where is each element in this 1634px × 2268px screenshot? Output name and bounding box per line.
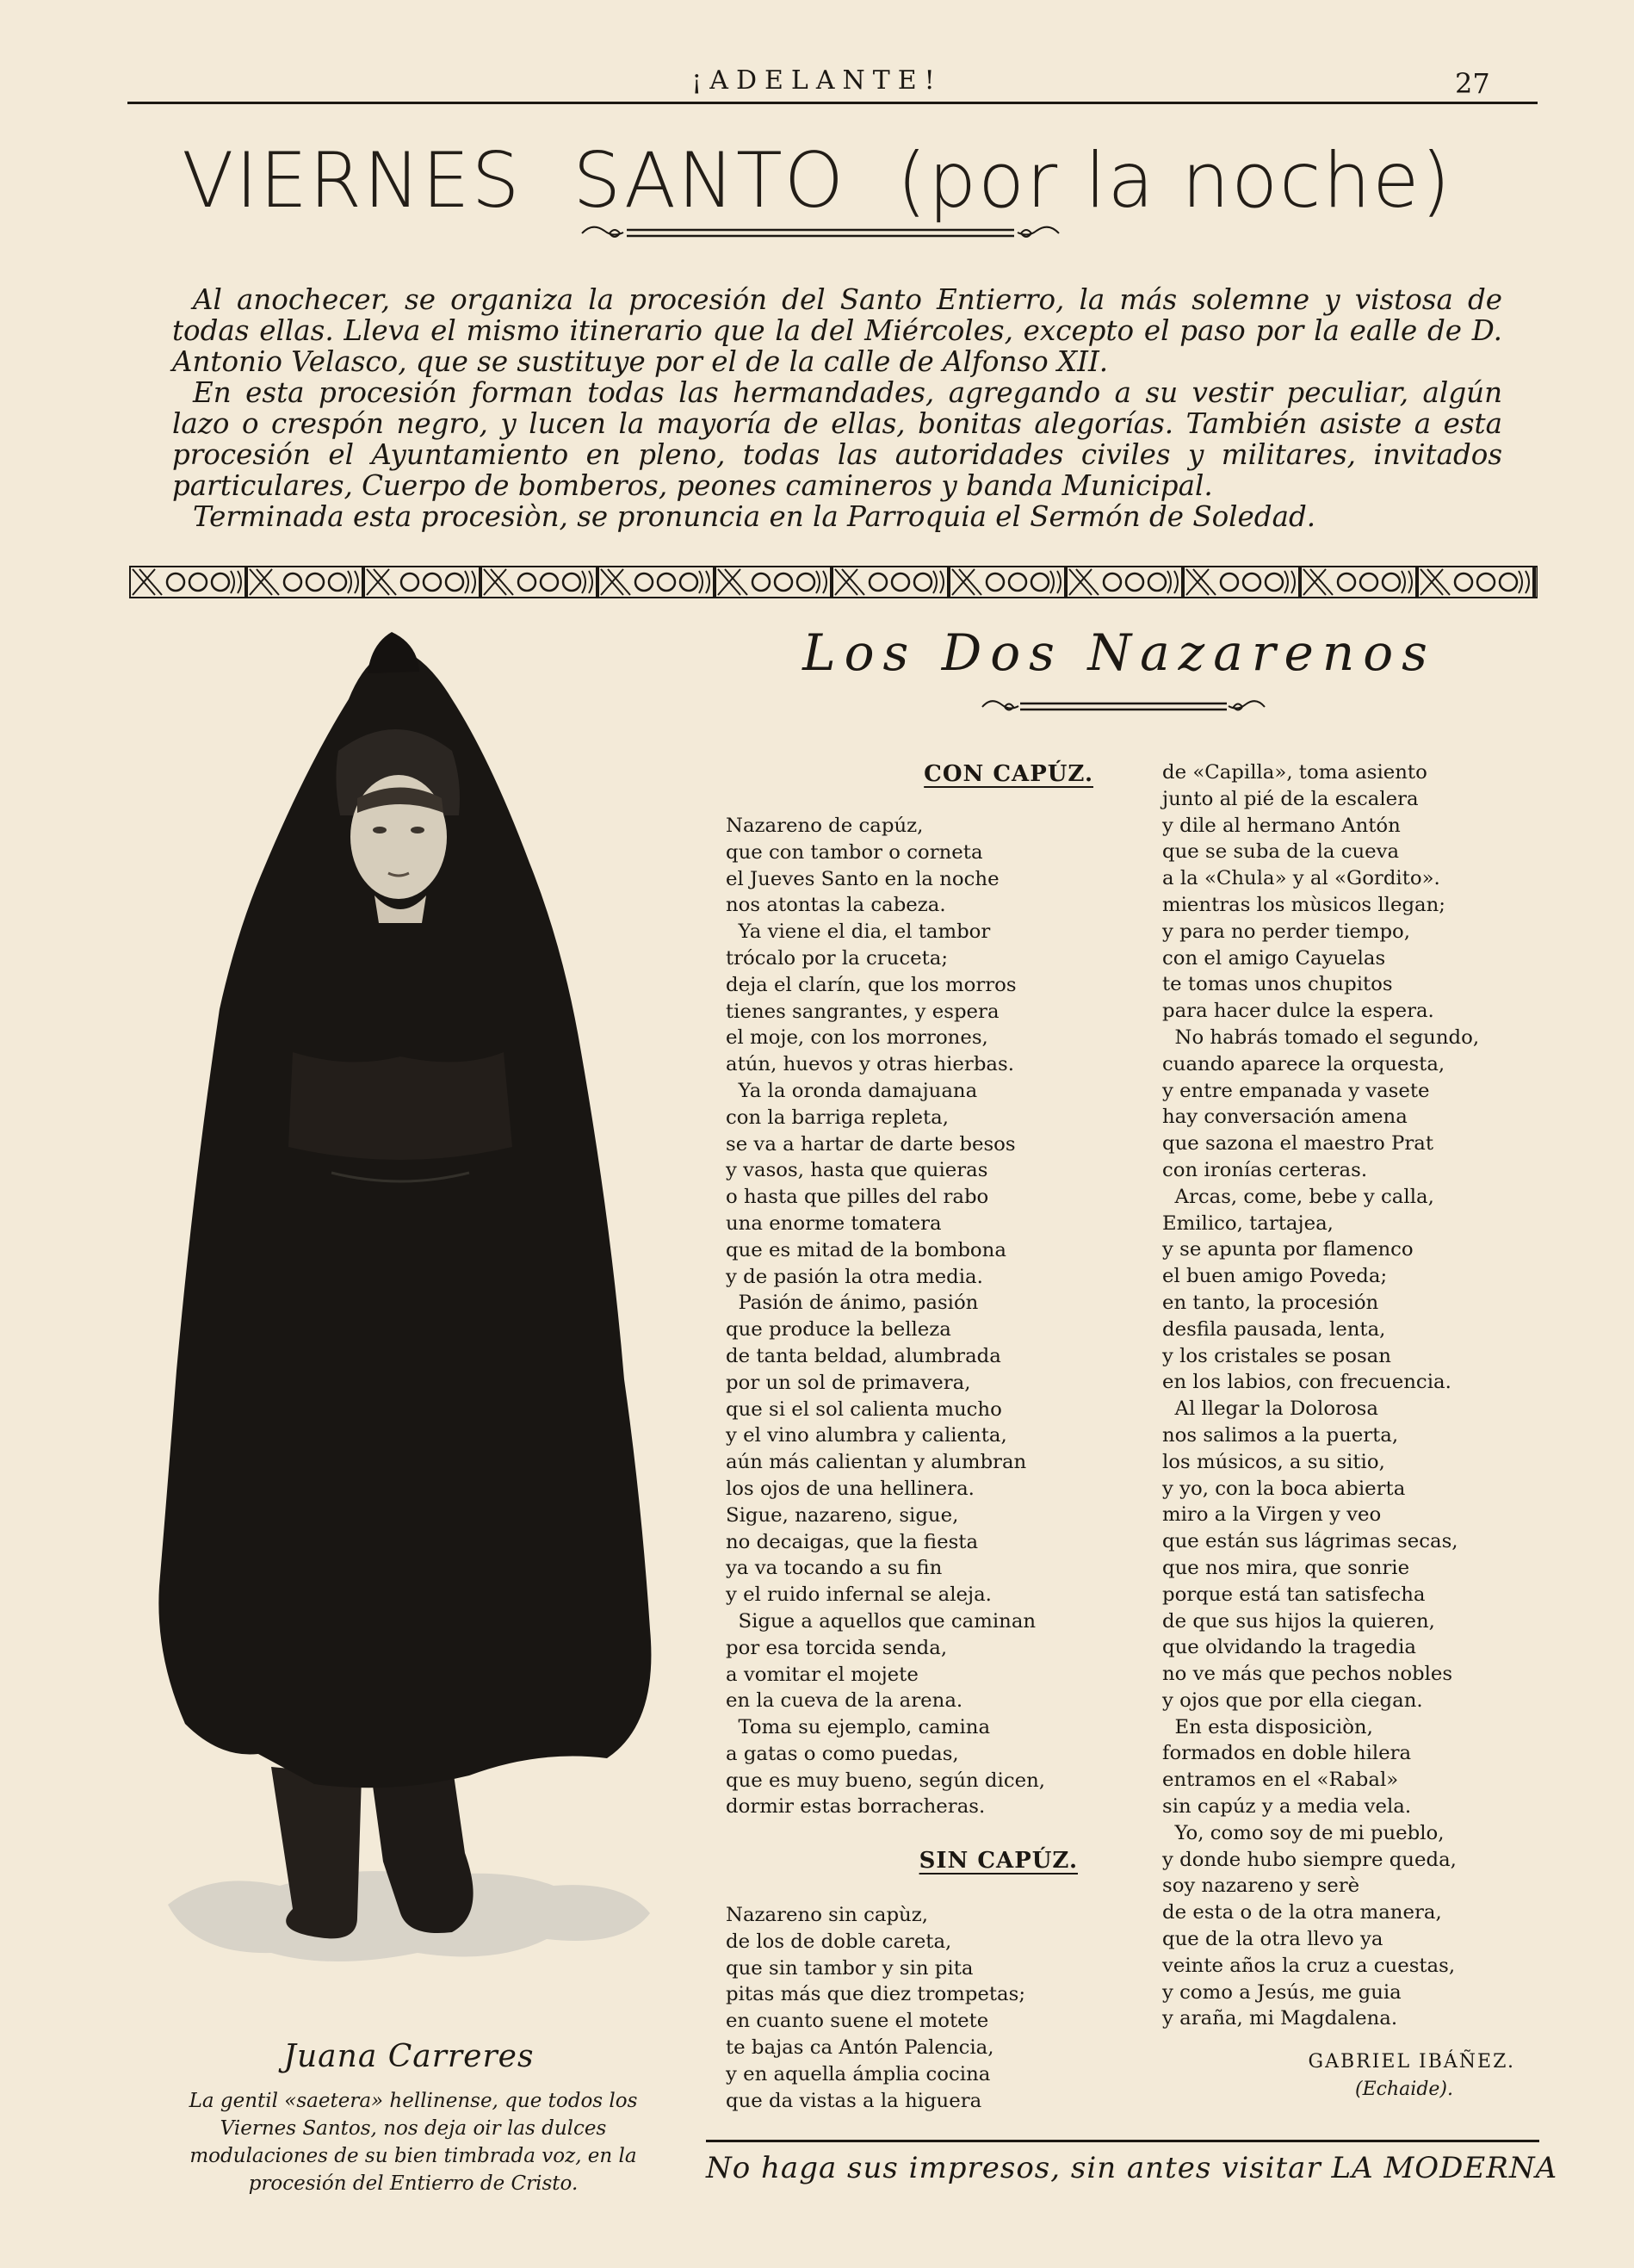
poem-line: el moje, con los morrones, [726, 1026, 988, 1050]
poem-line: Nazareno de capúz, [726, 815, 924, 837]
poem-line: a vomitar el mojete [726, 1663, 919, 1686]
title-ornament [575, 220, 1066, 246]
poem-title-ornament [977, 694, 1270, 720]
poem-line: porque está tan satisfecha [1162, 1583, 1426, 1606]
poem-line: cuando aparece la orquesta, [1162, 1052, 1445, 1075]
footer-rule [706, 2140, 1539, 2142]
poem-line: En esta disposiciòn, [1162, 1715, 1373, 1738]
page-number: 27 [1455, 67, 1490, 100]
author-signature: GABRIEL IBÁÑEZ. [1308, 2051, 1515, 2073]
photo-name: Juana Carreres [283, 2039, 535, 2074]
poem-line: y el ruido infernal se aleja. [726, 1583, 992, 1607]
poem-line: de los de doble careta, [726, 1930, 952, 1953]
poem-line: de tanta beldad, alumbrada [726, 1344, 1001, 1367]
poem-line: a gatas o como puedas, [726, 1742, 959, 1765]
poem-line: y araña, mi Magdalena. [1162, 2007, 1398, 2030]
poem-line: Pasión de ánimo, pasión [726, 1292, 979, 1315]
poem-line: se va a hartar de darte besos [726, 1132, 1016, 1156]
poem-line: Ya la oronda damajuana [726, 1079, 978, 1102]
poem-line: en tanto, la procesión [1162, 1291, 1379, 1314]
poem-line: y para no perder tiempo, [1162, 920, 1411, 943]
poem-line: veinte años la cruz a cuestas, [1162, 1954, 1456, 1977]
poem-line: te bajas ca Antón Palencia, [726, 2036, 994, 2059]
poem-line: no ve más que pechos nobles [1162, 1663, 1453, 1686]
poem-line: y yo, con la boca abierta [1162, 1477, 1406, 1500]
poem-line: y en aquella ámplia cocina [726, 2062, 991, 2085]
poem-line: en cuanto suene el motete [726, 2010, 989, 2033]
poem-line: que están sus lágrimas secas, [1162, 1530, 1458, 1553]
poem-line: y ojos que por ella ciegan. [1162, 1689, 1423, 1712]
poem-line: con ironías certeras. [1162, 1158, 1368, 1181]
poem-line: que nos mira, que sonrie [1162, 1556, 1410, 1579]
magazine-title: ¡ADELANTE! [691, 65, 943, 96]
poem-line: junto al pié de la escalera [1162, 787, 1419, 810]
poem-line: Ya viene el dia, el tambor [726, 920, 991, 944]
poem-line: entramos en el «Rabal» [1162, 1769, 1399, 1792]
poem-line: soy nazareno y serè [1162, 1875, 1360, 1898]
poem-line: Sigue, nazareno, sigue, [726, 1503, 959, 1527]
poem-line: los músicos, a su sitio, [1162, 1450, 1385, 1473]
poem-line: dormir estas borracheras. [726, 1795, 986, 1819]
poem-line: que da vistas a la higuera [726, 2089, 982, 2112]
poem-line: con la barriga repleta, [726, 1106, 950, 1129]
poem-column-1 [726, 813, 1045, 1820]
poem-column-1-continued [726, 1902, 1025, 2114]
poem-line: que se suba de la cueva [1162, 840, 1400, 864]
poem-line: a la «Chula» y al «Gordito». [1162, 867, 1440, 890]
poem-line: o hasta que pilles del rabo [726, 1186, 989, 1209]
poem-line: que olvidando la tragedia [1162, 1636, 1416, 1659]
poem-line: formados en doble hilera [1162, 1742, 1412, 1765]
intro-text [172, 284, 1502, 532]
advertisement: No haga sus impresos, sin antes visitar LA MODERNA [706, 2151, 1558, 2185]
poem-line: que si el sol calienta mucho [726, 1397, 1002, 1421]
poem-title: Los Dos Nazarenos [802, 623, 1436, 682]
poem-line: Nazareno sin capùz, [726, 1904, 928, 1926]
poem-line: que con tambor o corneta [726, 840, 983, 864]
poem-line: trócalo por la cruceta; [726, 946, 949, 970]
poem-line: y se apunta por flamenco [1162, 1238, 1414, 1261]
section-heading-con-capuz: CON CAPÚZ. [924, 761, 1093, 787]
ornamental-band [129, 566, 1538, 598]
portrait-photo [142, 622, 676, 2008]
poem-line: y los cristales se posan [1162, 1344, 1391, 1367]
poem-line: Al llegar la Dolorosa [1162, 1397, 1378, 1421]
poem-line: y donde hubo siempre queda, [1162, 1848, 1457, 1871]
poem-line: que sin tambor y sin pita [726, 1956, 974, 1980]
poem-line: de «Capilla», toma asiento [1162, 761, 1427, 784]
poem-line: de que sus hijos la quieren, [1162, 1609, 1435, 1633]
poem-line: aún más calientan y alumbran [726, 1451, 1027, 1474]
poem-line: que es muy bueno, según dicen, [726, 1769, 1046, 1792]
poem-line: No habrás tomado el segundo, [1162, 1026, 1480, 1049]
poem-line: por esa torcida senda, [726, 1636, 948, 1659]
poem-line: nos atontas la cabeza. [726, 894, 946, 917]
poem-line: y como a Jesús, me guia [1162, 1980, 1402, 2004]
poem-line: miro a la Virgen y veo [1162, 1503, 1382, 1527]
poem-line: Emilico, tartajea, [1162, 1211, 1334, 1235]
poem-line: que de la otra llevo ya [1162, 1928, 1383, 1951]
intro-paragraph: Terminada esta procesiòn, se pronuncia en la Parroquia el Sermón de Soledad. [193, 500, 1316, 533]
poem-line: nos salimos a la puerta, [1162, 1423, 1399, 1447]
poem-line: y dile al hermano Antón [1162, 814, 1401, 837]
poem-line: en la cueva de la arena. [726, 1689, 963, 1713]
poem-line: de esta o de la otra manera, [1162, 1901, 1442, 1924]
poem-column-2 [1162, 759, 1479, 2032]
poem-line: y el vino alumbra y calienta, [726, 1424, 1007, 1447]
poem-line: Arcas, come, bebe y calla, [1162, 1185, 1434, 1208]
poem-line: que es mitad de la bombona [726, 1238, 1006, 1261]
poem-line: Toma su ejemplo, camina [726, 1716, 991, 1739]
poem-line: una enorme tomatera [726, 1211, 942, 1235]
poem-line: los ojos de una hellinera. [726, 1477, 975, 1500]
photo-caption: La gentil «saetera» hellinense, que todos los Viernes Santos, nos deja oir las dulces modulaciones de su bien timbrada voz, en la procesión del Entierro de Cristo. [189, 2090, 638, 2195]
poem-line: hay conversación amena [1162, 1106, 1408, 1129]
header-rule [127, 102, 1538, 104]
poem-line: y de pasión la otra media. [726, 1265, 983, 1288]
poem-line: te tomas unos chupitos [1162, 973, 1393, 996]
poem-line: pitas más que diez trompetas; [726, 1983, 1025, 2006]
poem-line: con el amigo Cayuelas [1162, 946, 1386, 970]
poem-line: Yo, como soy de mi pueblo, [1162, 1821, 1445, 1844]
author-pseudonym: (Echaide). [1355, 2079, 1453, 2100]
poem-line: el Jueves Santo en la noche [726, 867, 1000, 890]
poem-line: desfila pausada, lenta, [1162, 1317, 1386, 1341]
poem-line: que sazona el maestro Prat [1162, 1132, 1434, 1156]
poem-line: deja el clarín, que los morros [726, 973, 1017, 996]
poem-line: mientras los mùsicos llegan; [1162, 893, 1445, 916]
poem-line: ya va tocando a su fin [726, 1557, 943, 1580]
poem-line: no decaigas, que la fiesta [726, 1530, 979, 1553]
poem-line: que produce la belleza [726, 1318, 951, 1342]
poem-line: tienes sangrantes, y espera [726, 1000, 1000, 1023]
poem-line: y vasos, hasta que quieras [726, 1159, 988, 1182]
intro-paragraph: En esta procesión forman todas las hermandades, agregando a su vestir peculiar, algún lazo o crespón negro, y lucen la mayoría de ellas, bonitas alegorías. También asiste a esta procesión el Ayuntamiento en pleno, todas las autoridades civiles y militares, invitados particulares, Cuerpo de bomberos, peones camineros y banda Municipal. [172, 376, 1502, 502]
poem-line: atún, huevos y otras hierbas. [726, 1053, 1014, 1076]
poem-line: Sigue a aquellos que caminan [726, 1609, 1037, 1633]
intro-paragraph: Al anochecer, se organiza la procesión del Santo Entierro, la más solemne y vistosa de todas ellas. Lleva el mismo itinerario que la del Miércoles, excepto el paso por la ealle de D. Antonio Velasco, que se sustituye por el de la calle de Alfonso XII. [172, 283, 1502, 378]
poem-line: en los labios, con frecuencia. [1162, 1371, 1451, 1394]
poem-line: sin capúz y a media vela. [1162, 1795, 1412, 1819]
article-title: VIERNES SANTO (por la noche) [182, 136, 1452, 225]
section-heading-sin-capuz: SIN CAPÚZ. [919, 1848, 1078, 1874]
poem-line: y entre empanada y vasete [1162, 1079, 1430, 1102]
poem-line: el buen amigo Poveda; [1162, 1265, 1388, 1288]
poem-line: por un sol de primavera, [726, 1371, 971, 1394]
poem-line: para hacer dulce la espera. [1162, 1000, 1434, 1023]
